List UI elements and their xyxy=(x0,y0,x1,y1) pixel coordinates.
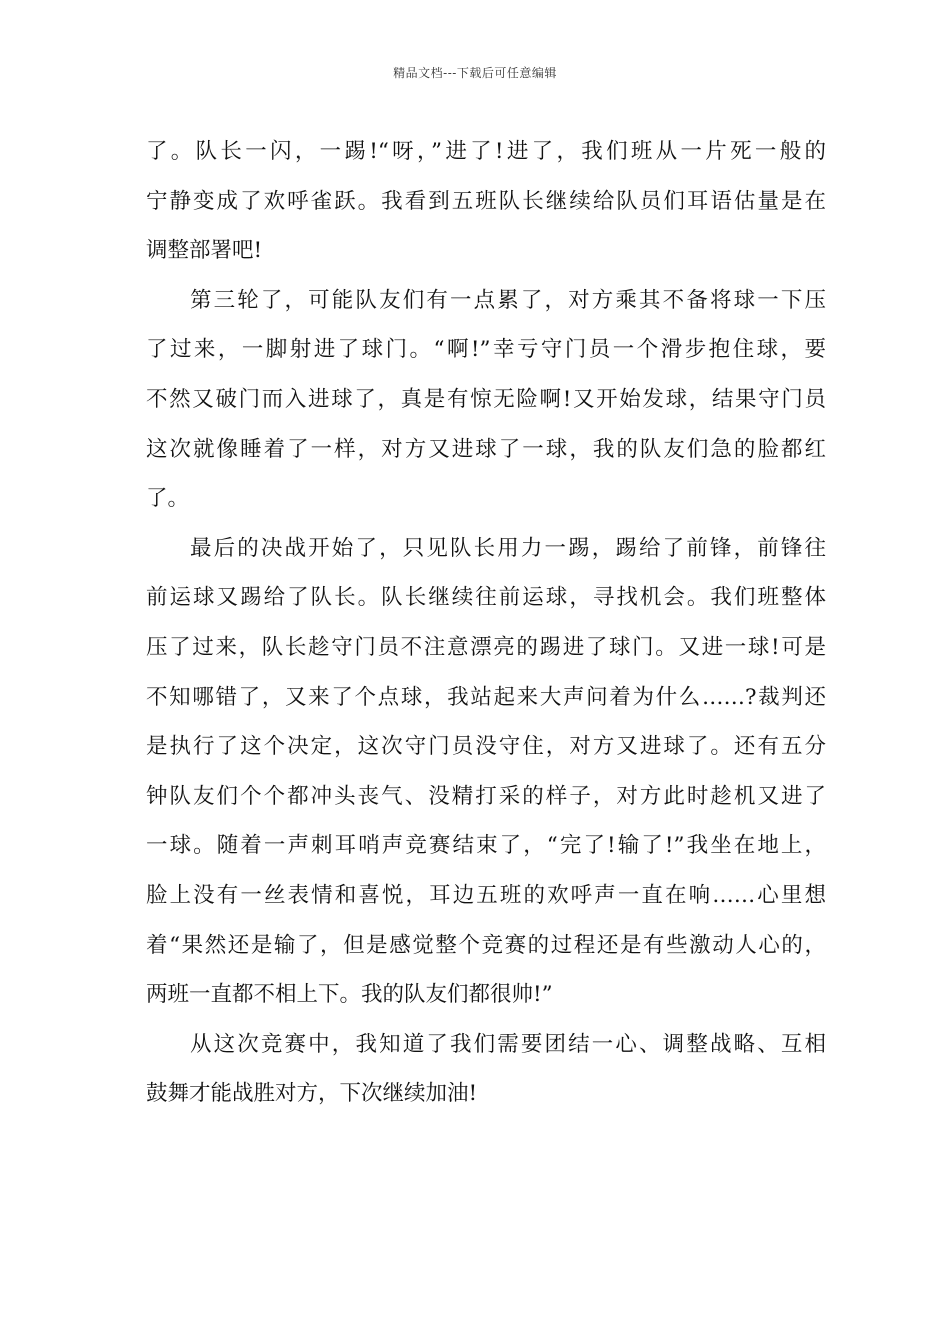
text-line: 不知哪错了，又来了个点球，我站起来大声问着为什么……?裁判还 xyxy=(146,684,826,710)
text-line: 不然又破门而入进球了，真是有惊无险啊!又开始发球，结果守门员 xyxy=(146,386,826,412)
text-line: 一球。随着一声刺耳哨声竞赛结束了，“完了!输了!”我坐在地上， xyxy=(146,833,826,859)
text-line: 压了过来，队长趁守门员不注意漂亮的踢进了球门。又进一球!可是 xyxy=(146,634,826,660)
text-line: 第三轮了，可能队友们有一点累了，对方乘其不备将球一下压 xyxy=(190,287,826,313)
text-line: 两班一直都不相上下。我的队友们都很帅!” xyxy=(146,982,553,1008)
text-line: 钟队友们个个都冲头丧气、没精打采的样子，对方此时趁机又进了 xyxy=(146,783,826,809)
text-line: 了过来，一脚射进了球门。“啊!”幸亏守门员一个滑步抱住球，要 xyxy=(146,337,826,363)
text-line: 这次就像睡着了一样，对方又进球了一球，我的队友们急的脸都红 xyxy=(146,436,826,462)
text-line: 了。 xyxy=(146,486,190,512)
text-line: 最后的决战开始了，只见队长用力一踢，踢给了前锋，前锋往 xyxy=(190,535,826,561)
text-line: 宁静变成了欢呼雀跃。我看到五班队长继续给队员们耳语估量是在 xyxy=(146,188,826,214)
text-line: 鼓舞才能战胜对方，下次继续加油! xyxy=(146,1081,478,1107)
text-line: 着“果然还是输了，但是感觉整个竞赛的过程还是有些激动人心的， xyxy=(146,932,826,958)
text-line: 前运球又踢给了队长。队长继续往前运球，寻找机会。我们班整体 xyxy=(146,585,826,611)
page-header: 精品文档---下载后可任意编辑 xyxy=(393,66,557,80)
paragraph xyxy=(146,127,826,276)
paragraph xyxy=(146,1020,826,1119)
document-body xyxy=(146,127,826,1119)
paragraph xyxy=(146,276,826,524)
text-line: 调整部署吧! xyxy=(146,238,263,264)
text-line: 了。队长一闪，一踢!“呀，”进了!进了，我们班从一片死一般的 xyxy=(146,139,826,164)
text-line: 从这次竞赛中，我知道了我们需要团结一心、调整战略、互相 xyxy=(190,1031,826,1057)
text-line: 是执行了这个决定，这次守门员没守住，对方又进球了。还有五分 xyxy=(146,734,826,760)
text-line: 脸上没有一丝表情和喜悦，耳边五班的欢呼声一直在响……心里想 xyxy=(146,882,826,908)
paragraph xyxy=(146,524,826,1020)
